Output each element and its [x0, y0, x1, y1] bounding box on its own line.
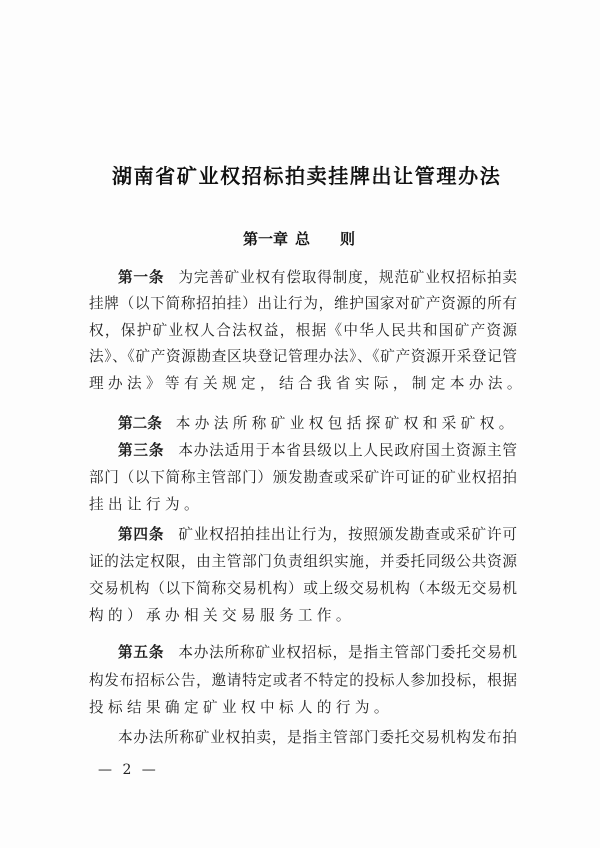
line-text: 为完善矿业权有偿取得制度，规范矿业权招标拍卖	[178, 269, 517, 286]
article-label: 第四条	[118, 526, 165, 543]
paragraph-line: 挂牌（以下简称招拍挂）出让行为，维护国家对矿产资源的所有	[89, 295, 517, 312]
chapter-name-part2: 则	[340, 230, 356, 248]
chapter-name-part1: 总	[295, 230, 311, 248]
chapter-heading	[243, 228, 355, 250]
paragraph-line: 本办法所称矿业权拍卖，是指主管部门委托交易机构发布拍	[118, 729, 517, 746]
paragraph-line: 理办法》等有关规定，结合我省实际，制定本办法。	[89, 375, 526, 392]
paragraph-line: 投标结果确定矿业权中标人的行为。	[89, 699, 393, 716]
paragraph-line: 挂出让行为。	[89, 496, 203, 513]
paragraph-line	[118, 643, 517, 663]
line-text: 矿业权招拍挂出让行为，按照颁发勘查或采矿许可	[178, 526, 517, 543]
paragraph-line	[118, 414, 517, 434]
article-label: 第三条	[118, 442, 165, 459]
article-label: 第二条	[118, 415, 162, 432]
paragraph-line	[118, 525, 517, 545]
paragraph-line: 构的）承办相关交易服务工作。	[89, 607, 355, 624]
article-label: 第一条	[118, 269, 165, 286]
paragraph-line: 法》、《矿产资源勘查区块登记管理办法》、《矿产资源开采登记管	[89, 348, 517, 365]
paragraph-line: 权，保护矿业权人合法权益，根据《中华人民共和国矿产资源	[89, 322, 517, 339]
document-title: 湖南省矿业权招标拍卖挂牌出让管理办法	[112, 164, 500, 188]
paragraph-line: 部门（以下简称主管部门）颁发勘查或采矿许可证的矿业权招拍	[89, 469, 517, 486]
paragraph-line	[118, 268, 517, 288]
paragraph-line	[118, 441, 517, 461]
paragraph-line: 构发布招标公告，邀请特定或者不特定的投标人参加投标，根据	[89, 672, 517, 689]
line-text: 本办法所称矿业权招标，是指主管部门委托交易机	[178, 644, 517, 661]
paragraph-line: 证的法定权限，由主管部门负责组织实施，并委托同级公共资源	[89, 553, 517, 570]
line-text: 本办法适用于本省县级以上人民政府国土资源主管	[178, 442, 517, 459]
line-text: 本办法所称矿业权包括探矿权和采矿权。	[175, 415, 518, 432]
page-number: — 2 —	[98, 762, 159, 778]
chapter-number: 第一章	[243, 230, 289, 248]
article-label: 第五条	[118, 644, 165, 661]
paragraph-line: 交易机构（以下简称交易机构）或上级交易机构（本级无交易机	[89, 580, 517, 597]
